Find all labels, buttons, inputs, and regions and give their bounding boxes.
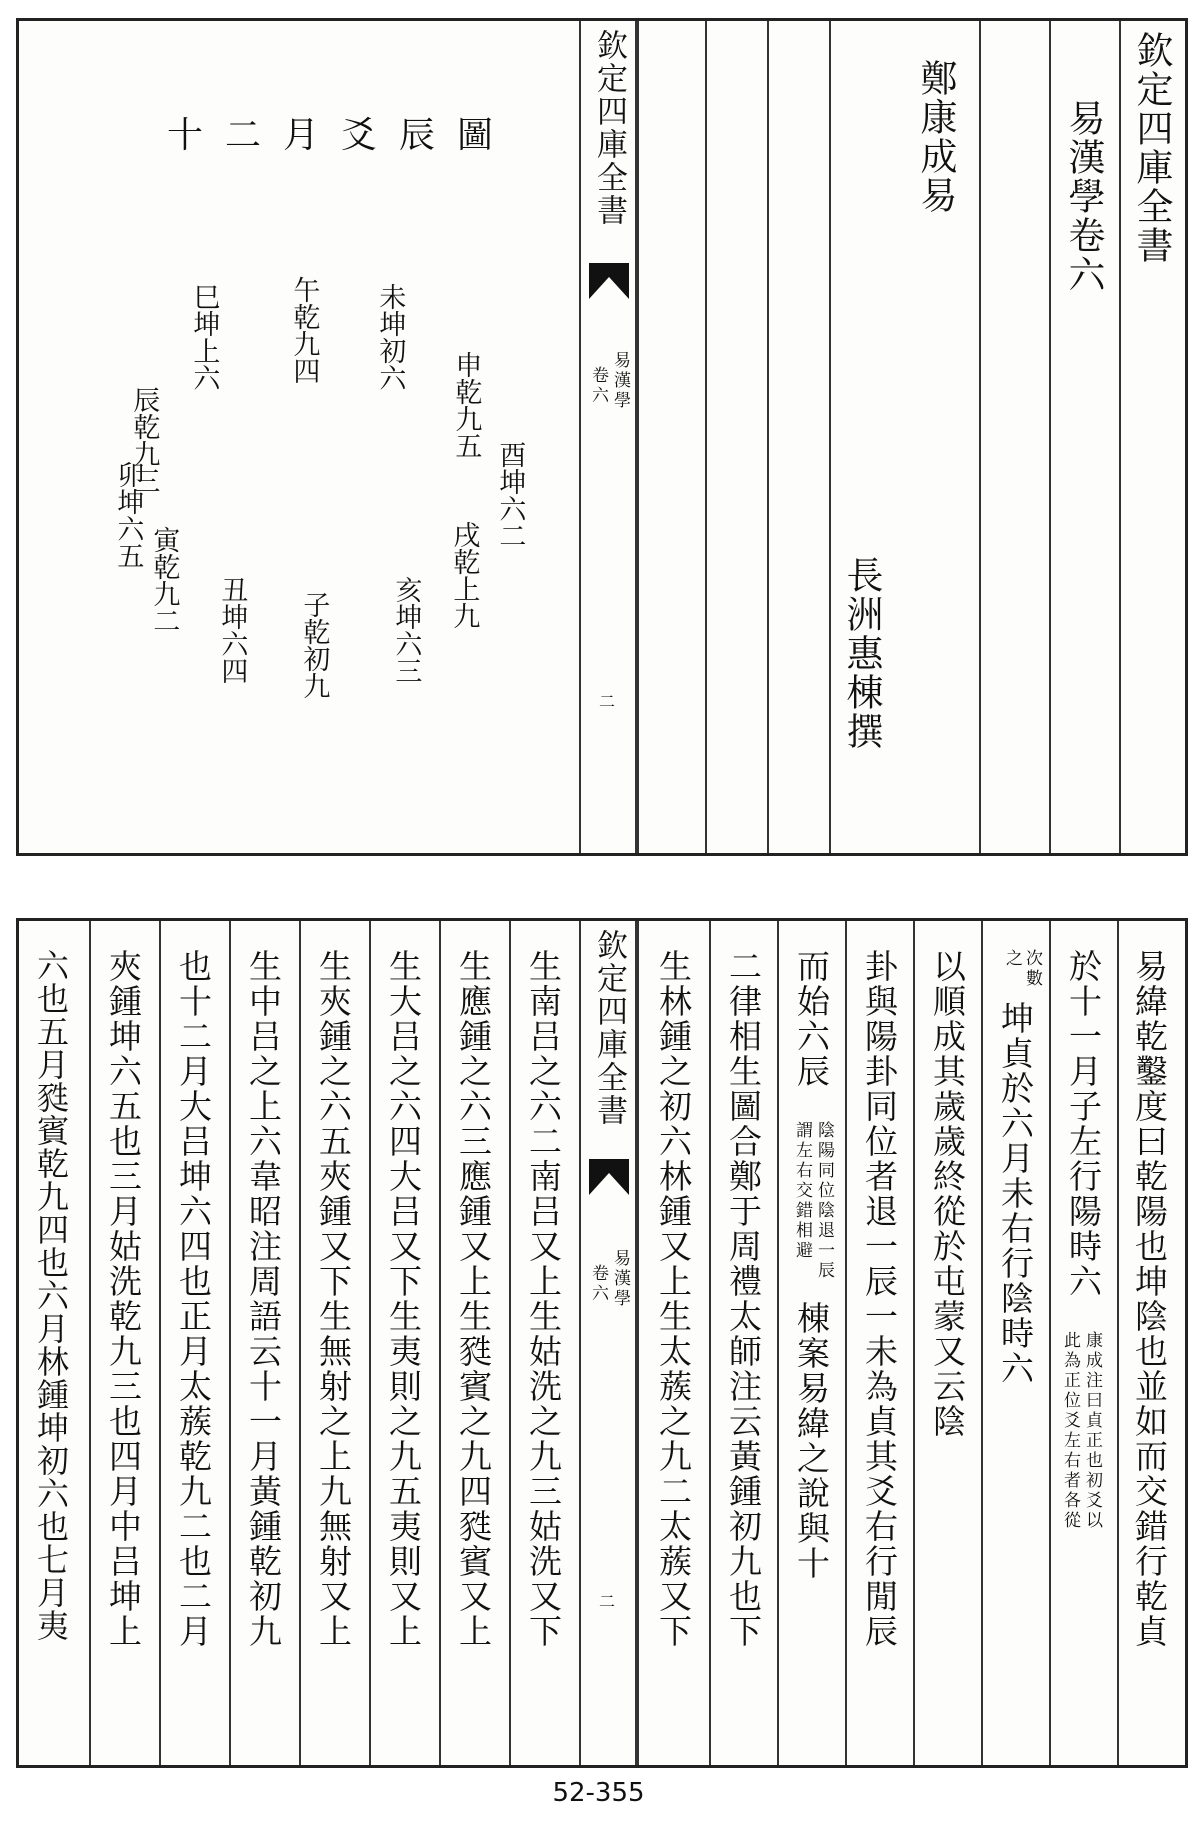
- column-text: 二律相生圖合鄭于周禮太師注云黃鍾初九也下: [724, 949, 763, 1649]
- top-volume-col: [1049, 21, 1119, 853]
- column-text: 生南吕之六二南吕又上生姑洗之九三姑洗又下: [524, 949, 563, 1649]
- text-column: [777, 921, 845, 1765]
- diagram-label-mao: 卯坤六五: [112, 461, 144, 569]
- top-page: [16, 18, 1188, 856]
- column-note: 康成注曰貞正也初爻以: [1082, 1331, 1102, 1531]
- top-book-col: [1119, 21, 1185, 853]
- text-column: [1049, 921, 1117, 1765]
- text-column: [845, 921, 913, 1765]
- bottom-page: [16, 918, 1188, 1768]
- column-note: 此為正位爻左右者各從: [1060, 1331, 1080, 1531]
- diagram-title: 十二月爻辰圖: [167, 115, 516, 156]
- top-gutter-title: 欽定四庫全書: [591, 29, 627, 227]
- text-column: [89, 921, 159, 1765]
- diagram-label-you: 酉坤六二: [494, 441, 526, 549]
- column-note: 次數: [1022, 949, 1042, 989]
- diagram-label-wei: 未坤初六: [374, 283, 406, 391]
- text-column: [509, 921, 579, 1765]
- diagram-label-chen: 辰乾九三: [128, 386, 160, 494]
- top-gutter-page-number: 二: [599, 692, 616, 711]
- fish-tail-mark: [589, 263, 629, 299]
- top-empty-col-4: [979, 21, 1049, 853]
- top-empty-col-3: [767, 21, 829, 853]
- diagram-label-wu: 午乾九四: [288, 276, 320, 384]
- column-text: 生夾鍾之六五夾鍾又下生無射之上九無射又上: [314, 949, 353, 1649]
- diagram-label-xu: 戌乾上九: [448, 521, 480, 629]
- fish-tail-mark: [589, 1159, 629, 1195]
- bottom-gutter-section: 易漢學: [610, 1249, 630, 1309]
- column-text: 生林鍾之初六林鍾又上生太蔟之九二太蔟又下: [654, 949, 693, 1649]
- text-column: [709, 921, 777, 1765]
- column-text: 卦與陽卦同位者退一辰一未為貞其爻右行閒辰: [860, 949, 899, 1649]
- section-heading: 鄭康成易: [914, 59, 957, 215]
- bottom-gutter-page-number: 二: [599, 1592, 616, 1611]
- column-text: 六也五月甤賓乾九四也六月林鍾坤初六也七月夷: [32, 949, 70, 1642]
- column-text: 生中吕之上六韋昭注周語云十一月黃鍾乾初九: [244, 949, 283, 1649]
- text-column: [19, 921, 89, 1765]
- top-empty-col-1: [637, 21, 705, 853]
- text-column: [299, 921, 369, 1765]
- diagram-label-hai: 亥坤六三: [390, 576, 422, 684]
- column-text: 易緯乾鑿度曰乾陽也坤陰也並如而交錯行乾貞: [1130, 949, 1169, 1649]
- book-title: 欽定四庫全書: [1130, 31, 1173, 265]
- text-column: [913, 921, 981, 1765]
- bottom-gutter-volume: 卷六: [588, 1264, 608, 1304]
- diagram-label-yin: 寅乾九二: [148, 526, 180, 634]
- top-gutter-section: 易漢學: [610, 351, 630, 411]
- text-column: [1117, 921, 1185, 1765]
- column-text: 生大吕之六四大吕又下生夷則之九五夷則又上: [384, 949, 423, 1649]
- text-column: [637, 921, 709, 1765]
- column-note: 之: [1002, 949, 1022, 969]
- bottom-gutter-title: 欽定四庫全書: [591, 929, 627, 1127]
- text-column: [229, 921, 299, 1765]
- column-text: 也十二月大吕坤六四也正月太蔟乾九二也二月: [174, 949, 213, 1649]
- column-note: 謂左右交錯相避: [792, 1121, 812, 1261]
- diagram-panel: [19, 21, 579, 853]
- page-reference: 52-355: [552, 1778, 645, 1808]
- column-text: 坤貞於六月未右行陰時六: [996, 1001, 1035, 1386]
- column-text: 棟案易緯之說與十: [792, 1301, 831, 1581]
- bottom-gutter: [579, 921, 637, 1765]
- volume-title: 易漢學卷六: [1062, 99, 1105, 294]
- column-note: 陰陽同位陰退一辰: [814, 1121, 834, 1281]
- text-column: [369, 921, 439, 1765]
- text-column: [159, 921, 229, 1765]
- column-text: 於十一月子左行陽時六: [1064, 949, 1103, 1299]
- text-column: [981, 921, 1049, 1765]
- column-text: 以順成其歲歲終從於屯蒙又云陰: [928, 949, 967, 1439]
- text-column: [439, 921, 509, 1765]
- diagram-label-shen: 申乾九五: [450, 351, 482, 459]
- diagram-label-chou: 丑坤六四: [216, 576, 248, 684]
- column-text: 而始六辰: [792, 949, 831, 1089]
- author-line: 長洲惠棟撰: [840, 556, 883, 751]
- column-text: 夾鍾坤六五也三月姑洗乾九三也四月中吕坤上: [104, 949, 143, 1649]
- column-text: 生應鍾之六三應鍾又上生甤賓之九四甤賓又上: [454, 949, 493, 1649]
- top-author-col: [829, 21, 979, 853]
- top-empty-col-2: [705, 21, 767, 853]
- diagram-label-si: 巳坤上六: [188, 283, 220, 391]
- top-gutter: [579, 21, 637, 853]
- diagram-label-zi: 子乾初九: [298, 591, 330, 699]
- top-gutter-volume: 卷六: [588, 366, 608, 406]
